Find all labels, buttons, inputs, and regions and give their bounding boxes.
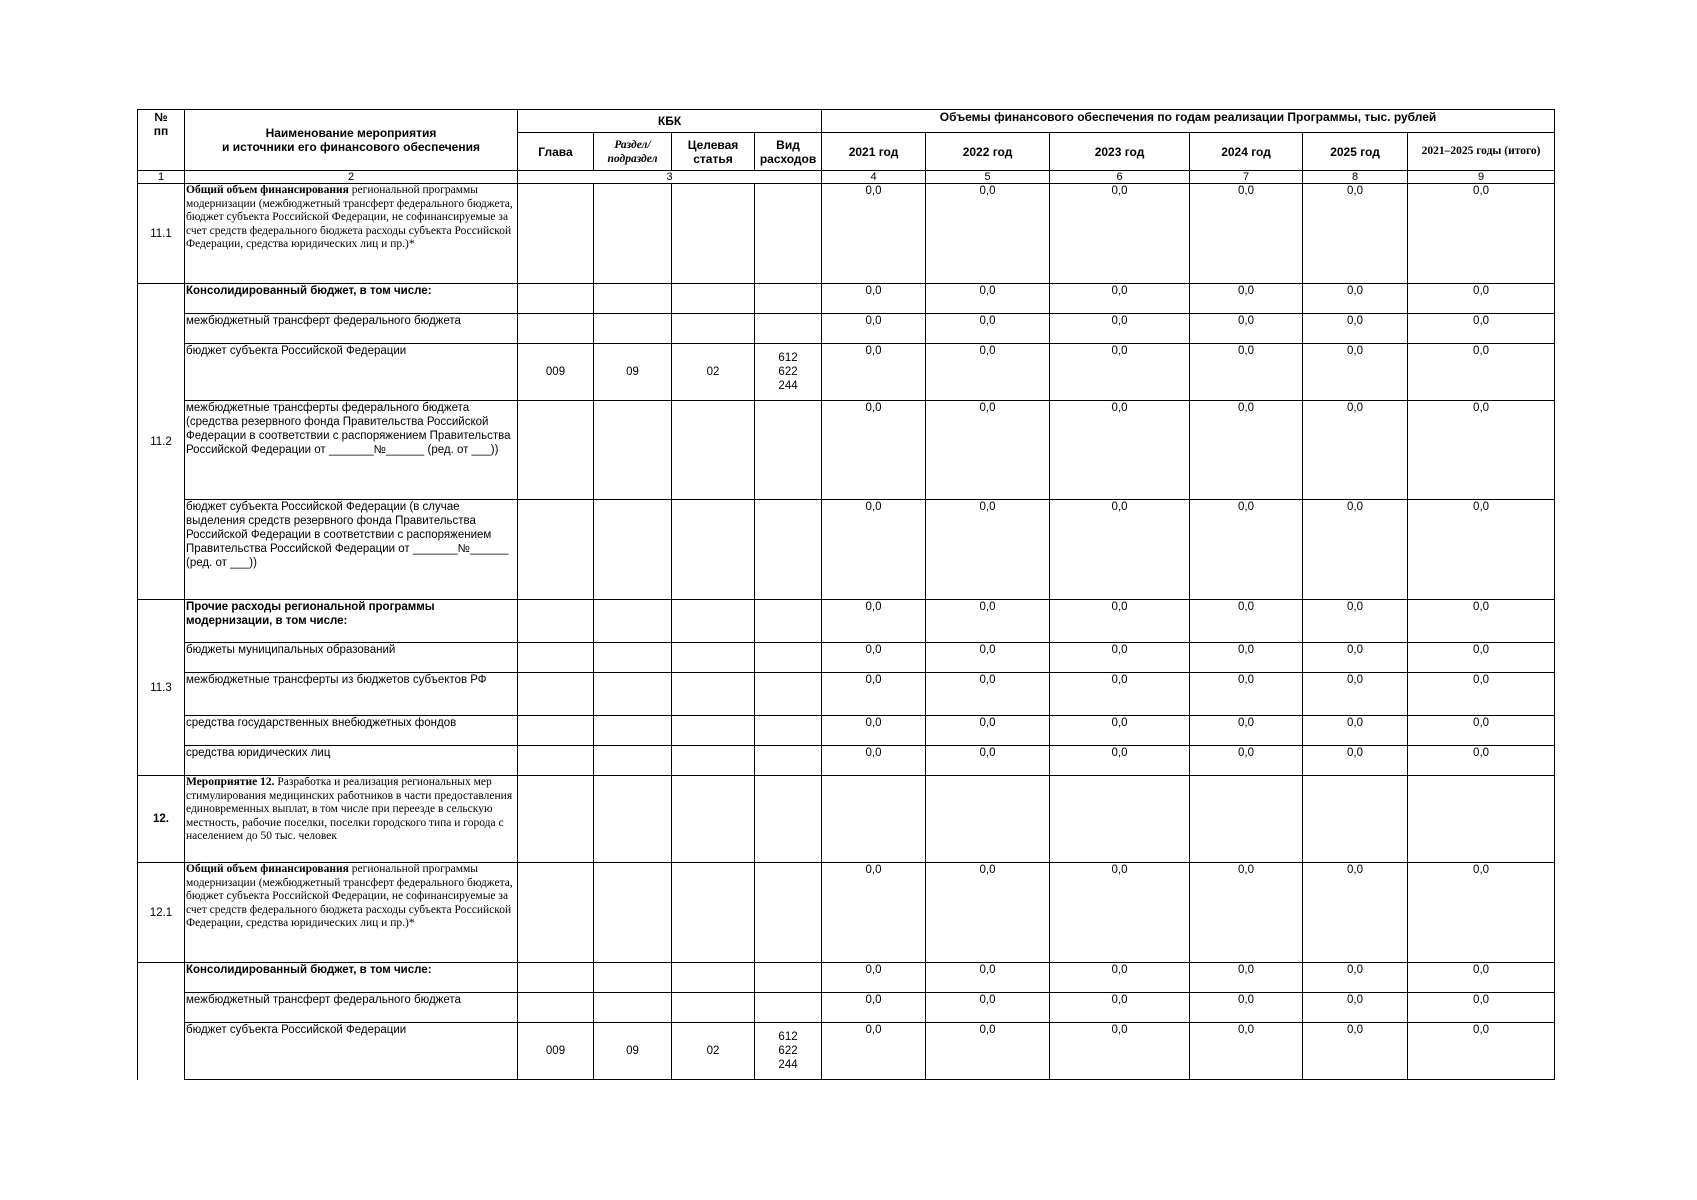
row-name: бюджет субъекта Российской Федерации bbox=[185, 1023, 518, 1080]
table-row bbox=[138, 746, 1555, 776]
value-cell: 0,0 bbox=[926, 1023, 1050, 1080]
col-header-name: Наименование мероприятия и источники его финансового обеспечения bbox=[185, 110, 518, 171]
row-name: межбюджетный трансферт федерального бюджета bbox=[185, 314, 518, 344]
value-cell: 0,0 bbox=[822, 673, 926, 716]
value-cell: 0,0 bbox=[1050, 314, 1190, 344]
value-cell: 0,0 bbox=[1190, 344, 1303, 401]
value-cell: 0,0 bbox=[1408, 284, 1555, 314]
value-cell: 0,0 bbox=[822, 643, 926, 673]
value-cell: 0,0 bbox=[1408, 993, 1555, 1023]
value-cell: 0,0 bbox=[1190, 600, 1303, 643]
row-name-lead: Общий объем финансирования bbox=[186, 184, 349, 196]
table-row bbox=[138, 284, 1555, 314]
value-cell: 0,0 bbox=[1050, 600, 1190, 643]
row-name: бюджет субъекта Российской Федерации bbox=[185, 344, 518, 401]
budget-table bbox=[137, 109, 1555, 1080]
value-cell: 0,0 bbox=[1303, 673, 1408, 716]
col-header-kbk: КБК bbox=[518, 110, 822, 133]
col-number: 6 bbox=[1050, 171, 1190, 184]
value-cell: 0,0 bbox=[1050, 500, 1190, 600]
value-cell: 0,0 bbox=[1050, 344, 1190, 401]
value-cell: 0,0 bbox=[1190, 643, 1303, 673]
row-number: 11.1 bbox=[138, 184, 185, 284]
value-cell: 0,0 bbox=[926, 600, 1050, 643]
cell-glava: 009 bbox=[518, 1023, 594, 1080]
value-cell: 0,0 bbox=[1408, 963, 1555, 993]
value-cell: 0,0 bbox=[1190, 401, 1303, 500]
table-row bbox=[138, 600, 1555, 643]
row-number: 12.1 bbox=[138, 863, 185, 963]
row-name: Прочие расходы региональной программы модернизации, в том числе: bbox=[185, 600, 518, 643]
value-cell: 0,0 bbox=[1408, 1023, 1555, 1080]
value-cell: 0,0 bbox=[822, 184, 926, 284]
col-number: 5 bbox=[926, 171, 1050, 184]
value-cell: 0,0 bbox=[926, 184, 1050, 284]
row-name: межбюджетный трансферт федерального бюджета bbox=[185, 993, 518, 1023]
value-cell: 0,0 bbox=[926, 284, 1050, 314]
value-cell: 0,0 bbox=[1408, 401, 1555, 500]
value-cell: 0,0 bbox=[1190, 1023, 1303, 1080]
value-cell: 0,0 bbox=[1408, 673, 1555, 716]
value-cell: 0,0 bbox=[1408, 863, 1555, 963]
cell-target: 02 bbox=[672, 344, 755, 401]
value-cell: 0,0 bbox=[926, 863, 1050, 963]
value-cell: 0,0 bbox=[1190, 716, 1303, 746]
table-row bbox=[138, 963, 1555, 993]
cell-razdel: 09 bbox=[594, 1023, 672, 1080]
value-cell: 0,0 bbox=[926, 314, 1050, 344]
value-cell: 0,0 bbox=[1408, 643, 1555, 673]
value-cell: 0,0 bbox=[1303, 1023, 1408, 1080]
value-cell: 0,0 bbox=[1303, 184, 1408, 284]
table-row bbox=[138, 184, 1555, 284]
value-cell: 0,0 bbox=[822, 716, 926, 746]
row-number: 12. bbox=[138, 776, 185, 863]
value-cell: 0,0 bbox=[926, 344, 1050, 401]
value-cell: 0,0 bbox=[926, 401, 1050, 500]
col-header-year-2024: 2024 год bbox=[1190, 133, 1303, 171]
table-row bbox=[138, 500, 1555, 600]
value-cell: 0,0 bbox=[822, 863, 926, 963]
cell-target bbox=[672, 184, 755, 284]
value-cell: 0,0 bbox=[1050, 963, 1190, 993]
value-cell: 0,0 bbox=[1303, 963, 1408, 993]
value-cell: 0,0 bbox=[1303, 344, 1408, 401]
value-cell: 0,0 bbox=[926, 963, 1050, 993]
value-cell: 0,0 bbox=[926, 643, 1050, 673]
table-row bbox=[138, 993, 1555, 1023]
row-number: 11.3 bbox=[138, 600, 185, 776]
cell-target: 02 bbox=[672, 1023, 755, 1080]
value-cell: 0,0 bbox=[822, 600, 926, 643]
value-cell: 0,0 bbox=[1190, 673, 1303, 716]
value-cell: 0,0 bbox=[1050, 716, 1190, 746]
row-name: Консолидированный бюджет, в том числе: bbox=[185, 284, 518, 314]
value-cell: 0,0 bbox=[1408, 746, 1555, 776]
value-cell: 0,0 bbox=[822, 401, 926, 500]
value-cell: 0,0 bbox=[1408, 716, 1555, 746]
row-name-text: региональной программы модернизации (межбюджетный трансферт федерального бюджета, бюджет субъекта Российской Федерации, не софинансируемые за счет средств федерального бюджета расходы субъекта Российской Федерации, средства юридических лиц и пр.)* bbox=[186, 184, 513, 250]
value-cell: 0,0 bbox=[1050, 746, 1190, 776]
row-name: межбюджетные трансферты федерального бюджета (средства резервного фонда Правительства Российской Федерации в соответствии с распоряжением Правительства Российской Федерации от _______№______ (ред. от ___)) bbox=[185, 401, 518, 500]
row-name-text: региональной программы модернизации (межбюджетный трансферт федерального бюджета, бюджет субъекта Российской Федерации, не софинансируемые за счет средств федерального бюджета расходы субъекта Российской Федерации, средства юридических лиц и пр.)* bbox=[186, 863, 513, 929]
value-cell: 0,0 bbox=[1190, 284, 1303, 314]
value-cell: 0,0 bbox=[1050, 863, 1190, 963]
value-cell: 0,0 bbox=[1303, 500, 1408, 600]
value-cell: 0,0 bbox=[822, 500, 926, 600]
row-name bbox=[185, 863, 518, 963]
col-header-num: № пп bbox=[138, 110, 185, 171]
table-row bbox=[138, 673, 1555, 716]
row-name: средства юридических лиц bbox=[185, 746, 518, 776]
table-row bbox=[138, 643, 1555, 673]
col-number: 9 bbox=[1408, 171, 1555, 184]
col-header-volumes: Объемы финансового обеспечения по годам реализации Программы, тыс. рублей bbox=[822, 110, 1555, 133]
value-cell: 0,0 bbox=[1050, 401, 1190, 500]
cell-vid: 612 622 244 bbox=[755, 344, 822, 401]
row-name: межбюджетные трансферты из бюджетов субъектов РФ bbox=[185, 673, 518, 716]
value-cell: 0,0 bbox=[1050, 284, 1190, 314]
row-name: бюджет субъекта Российской Федерации (в случае выделения средств резервного фонда Правительства Российской Федерации в соответствии с распоряжением Правительства Российской Федерации от _______№______ (ред. от ___)) bbox=[185, 500, 518, 600]
col-number: 1 bbox=[138, 171, 185, 184]
col-header-year-2025: 2025 год bbox=[1303, 133, 1408, 171]
value-cell: 0,0 bbox=[1190, 993, 1303, 1023]
value-cell: 0,0 bbox=[822, 344, 926, 401]
row-name-text: Разработка и реализация региональных мер стимулирования медицинских работников в части предоставления единовременных выплат, в том числе при переезде в сельскую местность, рабочие поселки, поселки городского типа и города с населением до 50 тыс. человек bbox=[186, 776, 513, 842]
value-cell: 0,0 bbox=[926, 993, 1050, 1023]
value-cell: 0,0 bbox=[1303, 284, 1408, 314]
cell-vid bbox=[755, 184, 822, 284]
value-cell: 0,0 bbox=[1408, 600, 1555, 643]
value-cell: 0,0 bbox=[1190, 314, 1303, 344]
table-row bbox=[138, 344, 1555, 401]
col-header-glava: Глава bbox=[518, 133, 594, 171]
value-cell: 0,0 bbox=[1303, 863, 1408, 963]
col-header-vid: Вид расходов bbox=[755, 133, 822, 171]
table-row bbox=[138, 401, 1555, 500]
table-row bbox=[138, 1023, 1555, 1080]
value-cell: 0,0 bbox=[1408, 314, 1555, 344]
value-cell: 0,0 bbox=[1303, 716, 1408, 746]
value-cell: 0,0 bbox=[926, 500, 1050, 600]
col-header-year-2023: 2023 год bbox=[1050, 133, 1190, 171]
value-cell: 0,0 bbox=[1050, 673, 1190, 716]
column-numbers-row bbox=[138, 171, 1555, 184]
row-number: 11.2 bbox=[138, 284, 185, 600]
value-cell: 0,0 bbox=[926, 716, 1050, 746]
value-cell: 0,0 bbox=[822, 963, 926, 993]
table-row bbox=[138, 863, 1555, 963]
value-cell: 0,0 bbox=[1303, 401, 1408, 500]
cell-razdel bbox=[594, 184, 672, 284]
value-cell: 0,0 bbox=[1050, 643, 1190, 673]
value-cell: 0,0 bbox=[822, 993, 926, 1023]
value-cell: 0,0 bbox=[926, 746, 1050, 776]
row-name: Консолидированный бюджет, в том числе: bbox=[185, 963, 518, 993]
value-cell: 0,0 bbox=[1408, 184, 1555, 284]
col-header-razdel: Раздел/ подраздел bbox=[594, 133, 672, 171]
value-cell: 0,0 bbox=[1050, 1023, 1190, 1080]
cell-glava: 009 bbox=[518, 344, 594, 401]
value-cell: 0,0 bbox=[1190, 746, 1303, 776]
value-cell: 0,0 bbox=[1190, 184, 1303, 284]
table-row bbox=[138, 776, 1555, 863]
row-name bbox=[185, 184, 518, 284]
col-number: 2 bbox=[185, 171, 518, 184]
col-header-year-2021: 2021 год bbox=[822, 133, 926, 171]
value-cell: 0,0 bbox=[1050, 993, 1190, 1023]
value-cell: 0,0 bbox=[822, 284, 926, 314]
col-header-year-total: 2021–2025 годы (итого) bbox=[1408, 133, 1555, 171]
cell-razdel: 09 bbox=[594, 344, 672, 401]
row-name-lead: Мероприятие 12. bbox=[186, 776, 275, 788]
cell-vid: 612 622 244 bbox=[755, 1023, 822, 1080]
col-header-year-2022: 2022 год bbox=[926, 133, 1050, 171]
value-cell: 0,0 bbox=[1303, 314, 1408, 344]
value-cell: 0,0 bbox=[1050, 184, 1190, 284]
value-cell: 0,0 bbox=[1303, 746, 1408, 776]
col-number: 7 bbox=[1190, 171, 1303, 184]
col-header-target: Целевая статья bbox=[672, 133, 755, 171]
value-cell: 0,0 bbox=[1408, 344, 1555, 401]
value-cell: 0,0 bbox=[1303, 600, 1408, 643]
row-name bbox=[185, 776, 518, 863]
col-number: 4 bbox=[822, 171, 926, 184]
value-cell: 0,0 bbox=[1190, 863, 1303, 963]
budget-table-page bbox=[137, 109, 1554, 1080]
col-number: 3 bbox=[518, 171, 822, 184]
value-cell: 0,0 bbox=[1190, 500, 1303, 600]
value-cell: 0,0 bbox=[822, 746, 926, 776]
value-cell: 0,0 bbox=[1190, 963, 1303, 993]
table-row bbox=[138, 716, 1555, 746]
cell-glava bbox=[518, 184, 594, 284]
row-number bbox=[138, 963, 185, 1080]
value-cell: 0,0 bbox=[1408, 500, 1555, 600]
value-cell: 0,0 bbox=[822, 1023, 926, 1080]
table-row bbox=[138, 314, 1555, 344]
value-cell: 0,0 bbox=[822, 314, 926, 344]
value-cell: 0,0 bbox=[1303, 993, 1408, 1023]
col-number: 8 bbox=[1303, 171, 1408, 184]
row-name: средства государственных внебюджетных фондов bbox=[185, 716, 518, 746]
value-cell: 0,0 bbox=[1303, 643, 1408, 673]
value-cell: 0,0 bbox=[926, 673, 1050, 716]
row-name: бюджеты муниципальных образований bbox=[185, 643, 518, 673]
row-name-lead: Общий объем финансирования bbox=[186, 863, 349, 875]
